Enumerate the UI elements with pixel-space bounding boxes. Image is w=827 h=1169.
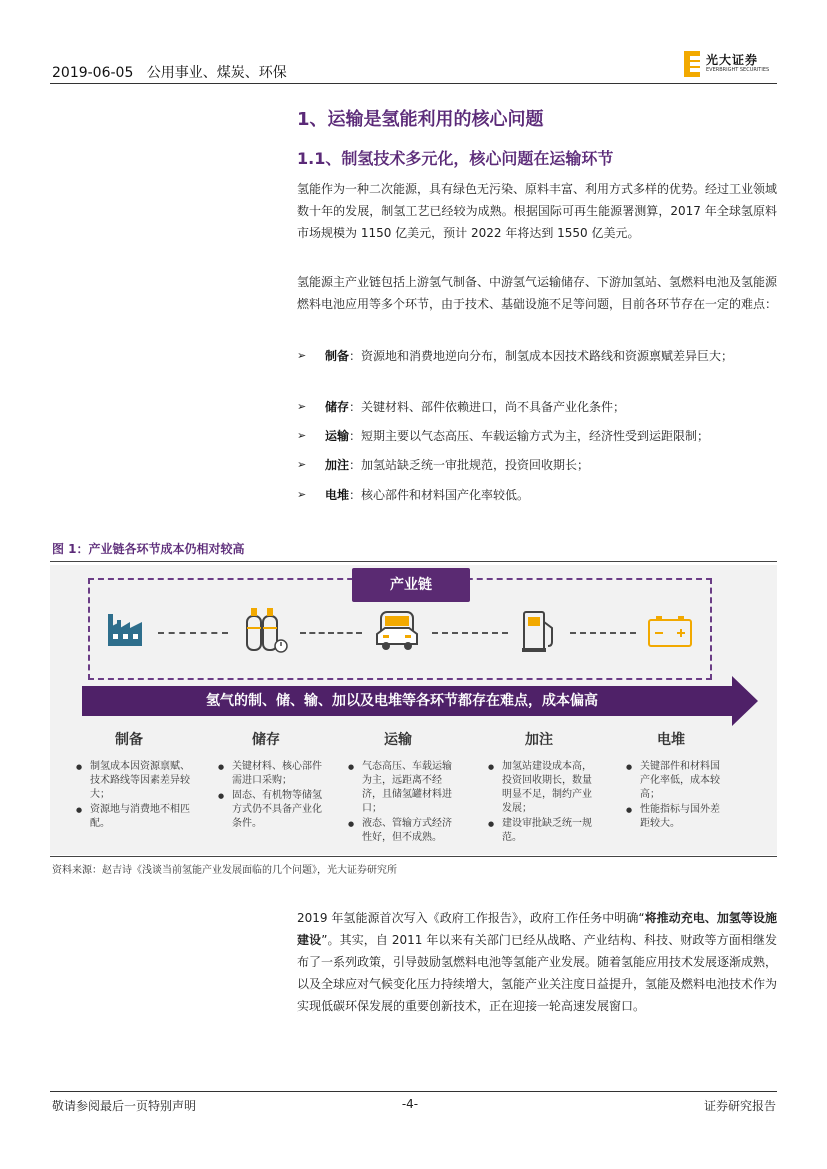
column-item: ● 制氢成本因资源禀赋、技术路线等因素差异较大； xyxy=(76,760,198,802)
banner-text: 氢气的制、储、输、加以及电堆等各环节都存在难点，成本偏高 xyxy=(206,693,598,709)
column-item: ● 性能指标与国外差距较大。 xyxy=(626,803,722,831)
column-list xyxy=(488,760,594,846)
subsection-heading: 1.1、制氢技术多元化，核心问题在运输环节 xyxy=(297,149,614,168)
column-item: ● 加氢站建设成本高，投资回收期长，数量明显不足，制约产业发展； xyxy=(488,760,594,816)
paragraph-3-emphasis: 将推动充电、加氢等设施建设 xyxy=(297,911,777,947)
figure-source: 资料来源：赵吉诗《浅谈当前氢能产业发展面临的几个问题》，光大证券研究所 xyxy=(52,865,397,876)
column-item: ● 固态、有机物等储氢方式仍不具备产业化条件。 xyxy=(218,789,328,831)
column-item: ● 气态高压、车载运输为主，远距离不经济，且储氢罐材料进口； xyxy=(348,760,460,816)
figure-title: 图 1：产业链各环节成本仍相对较高 xyxy=(52,542,245,556)
footer-divider xyxy=(50,1091,777,1092)
paragraph-3 xyxy=(297,907,777,1017)
industry-chain-label: 产业链 xyxy=(352,568,470,602)
bullet-text: ：加氢站缺乏统一审批规范，投资回收期长； xyxy=(349,458,590,472)
bullet-text: ：核心部件和材料国产化率较低。 xyxy=(349,488,530,502)
arrow-bullet-icon: ➢ xyxy=(297,400,307,413)
bullet-term: 储存 xyxy=(325,400,350,414)
bullet-item xyxy=(297,396,777,418)
bullet-text: ：短期主要以气态高压、车载运输方式为主，经济性受到运距限制； xyxy=(349,429,710,443)
bullet-item xyxy=(297,425,777,447)
paragraph-3-pre: 2019 年氢能源首次写入《政府工作报告》，政府工作任务中明确“ xyxy=(297,911,645,925)
chain-connector xyxy=(432,632,508,634)
column-item: ● 建设审批缺乏统一规范。 xyxy=(488,817,594,845)
bullet-term: 电堆 xyxy=(325,488,350,502)
logo-mark-icon xyxy=(684,51,706,77)
section-heading: 1、运输是氢能利用的核心问题 xyxy=(297,109,544,130)
arrow-bullet-icon: ➢ xyxy=(297,429,307,442)
chain-connector xyxy=(158,632,228,634)
column-item: ● 关键材料、核心部件需进口采购； xyxy=(218,760,328,788)
arrow-bullet-icon: ➢ xyxy=(297,458,307,471)
column-item: ● 关键部件和材料国产化率低，成本较高； xyxy=(626,760,722,802)
gas-cylinder-icon xyxy=(241,604,289,654)
factory-icon xyxy=(106,612,144,648)
logo-text-cn: 光大证券 xyxy=(706,53,759,67)
company-logo xyxy=(684,51,780,77)
bullet-item xyxy=(297,454,777,476)
column-item: ● 液态、管输方式经济性好，但不成熟。 xyxy=(348,817,460,845)
figure-bottom-rule xyxy=(50,856,777,857)
header-date-sector xyxy=(52,62,287,82)
column-title: 电堆 xyxy=(657,732,685,748)
bullet-term: 运输 xyxy=(325,429,350,443)
header-divider xyxy=(50,83,777,84)
column-list xyxy=(348,760,460,846)
footer-disclaimer: 敬请参阅最后一页特别声明 xyxy=(52,1099,197,1113)
bullet-text: ：资源地和消费地逆向分布，制氢成本因技术路线和资源禀赋差异巨大； xyxy=(349,349,734,363)
column-list xyxy=(218,760,328,832)
report-date: 2019-06-05 xyxy=(52,65,134,81)
page-number: -4- xyxy=(401,1097,419,1111)
column-list xyxy=(76,760,198,832)
chain-connector xyxy=(300,632,362,634)
paragraph-2: 氢能源主产业链包括上游氢气制备、中游氢气运输储存、下游加氢站、氢燃料电池及氢能源燃料电池应用等多个环节，由于技术、基础设施不足等问题，目前各环节存在一定的难点： xyxy=(297,275,778,311)
column-title: 加注 xyxy=(525,732,553,748)
bullet-term: 加注 xyxy=(325,458,350,472)
arrow-bullet-icon: ➢ xyxy=(297,349,307,362)
paragraph-1: 氢能作为一种二次能源，具有绿色无污染、原料丰富、利用方式多样的优势。经过工业领域数十年的发展，制氢工艺已经较为成熟。根据国际可再生能源署测算，2017 年全球氢原料市场规模为 1150 亿美元，预计 2022 年将达到 1550 亿美元。 xyxy=(297,182,778,240)
bullet-item xyxy=(297,345,777,389)
fuel-pump-icon xyxy=(520,608,560,654)
report-sector: 公用事业、煤炭、环保 xyxy=(146,65,287,81)
figure-top-rule xyxy=(50,561,777,562)
column-list xyxy=(626,760,722,832)
logo-text-en: EVERBRIGHT SECURITIES xyxy=(706,67,770,73)
chain-connector xyxy=(570,632,636,634)
bullet-item xyxy=(297,484,777,506)
paragraph-3-post: ”。其实，自 2011 年以来有关部门已经从战略、产业结构、科技、财政等方面相继发布了一系列政策，引导鼓励氢燃料电池等氢能产业发展。随着氢能应用技术发展逐渐成熟，以及全球应对气候变化压力持续增大，氢能产业关注度日益提升，氢能及燃料电池技术作为实现低碳环保发展的重要创新技术，正在迎接一轮高速发展窗口。 xyxy=(297,933,778,1013)
column-item: ● 资源地与消费地不相匹配。 xyxy=(76,803,198,831)
bullet-term: 制备 xyxy=(325,349,350,363)
battery-icon xyxy=(646,614,694,650)
vehicle-icon xyxy=(373,610,421,654)
footer-report-type: 证券研究报告 xyxy=(703,1099,776,1113)
column-title: 储存 xyxy=(252,732,280,748)
arrow-bullet-icon: ➢ xyxy=(297,488,307,501)
column-title: 运输 xyxy=(384,732,412,748)
column-title: 制备 xyxy=(115,732,143,748)
bullet-text: ：关键材料、部件依赖进口，尚不具备产业化条件； xyxy=(349,400,626,414)
